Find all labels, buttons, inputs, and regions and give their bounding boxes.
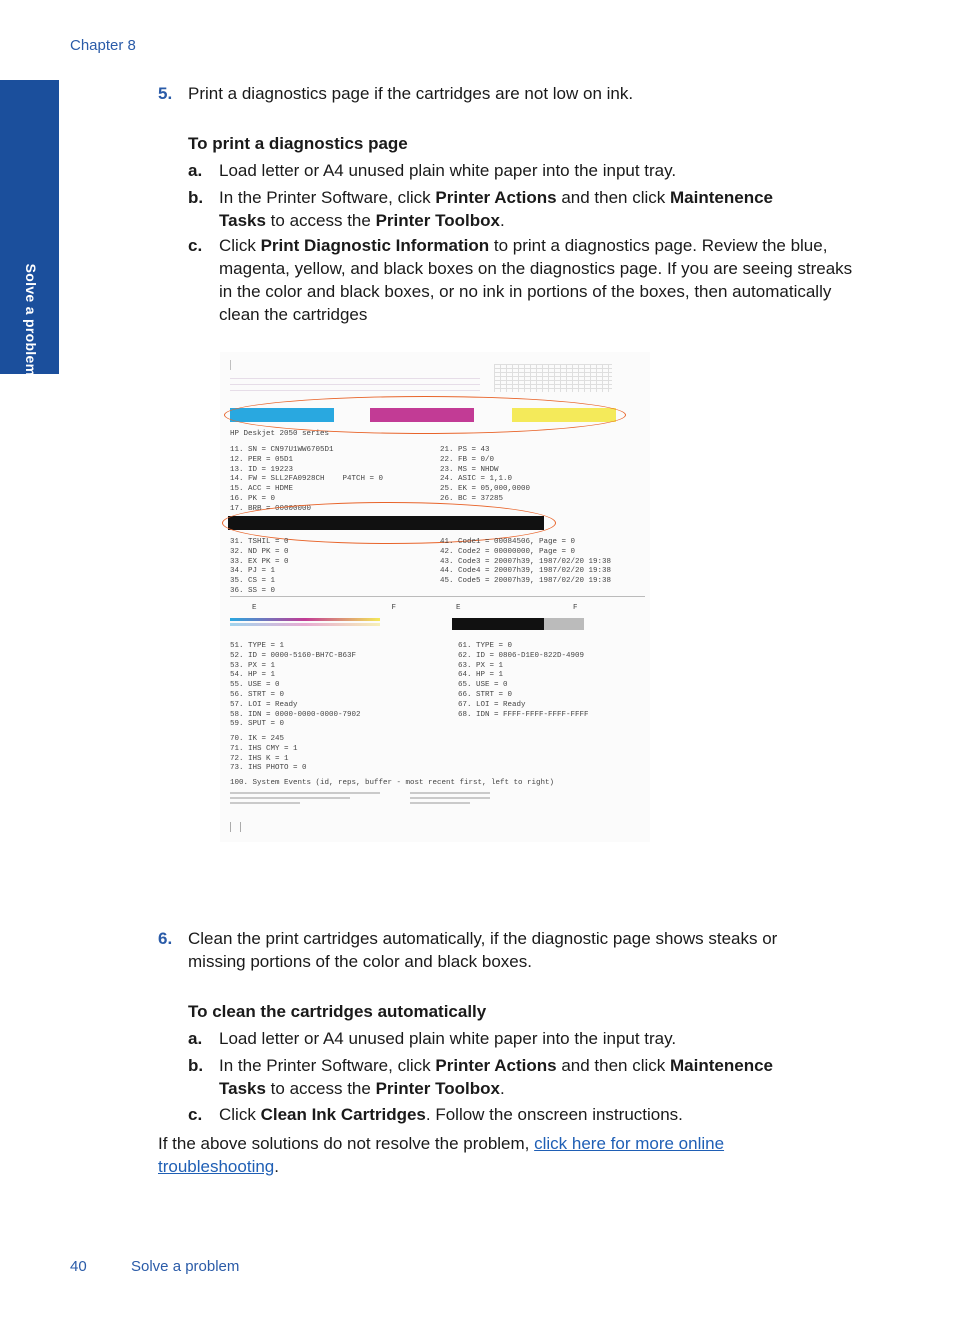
diag-ef-left: E F [252,604,397,612]
item-letter: b. [188,1056,204,1075]
diag-ef-right: E F [456,604,578,612]
diagnostics-page-image [220,352,650,842]
diag-title: HP Deskjet 2050 series [230,430,330,438]
item-text: Click Clean Ink Cartridges. Follow the onscreen instructions. [219,1105,683,1124]
black-cartridge-bar [452,618,544,630]
item-letter: a. [188,161,203,180]
chapter-label: Chapter 8 [70,37,136,54]
subheading-print-diagnostics: To print a diagnostics page [188,134,408,153]
page-number: 40 [70,1258,87,1275]
step-number: 5. [158,84,173,103]
diag-col-2: 21. PS = 43 22. FB = 0/0 23. MS = NHDW 24. ASIC = 1,1.0 25. EK = 05,000,0000 26. BC = 37285 [440,446,531,503]
step5-item-b [188,186,868,232]
diag-col-3: 31. TSHIL = 0 32. ND PK = 0 33. EX PK = 0 34. PJ = 1 35. CS = 1 36. SS = 0 [230,538,289,595]
step-text: Clean the print cartridges automatically, if the diagnostic page shows steaks or missing portions of the color and black boxes. [188,929,778,971]
item-text: In the Printer Software, click Printer Actions and then click Maintenence Tasks to access the Printer Toolbox. [219,188,773,230]
step-5 [158,82,848,105]
step5-item-c [188,234,868,326]
item-letter: a. [188,1029,203,1048]
diag-events: 100. System Events (id, reps, buffer - most recent first, left to right) [230,779,555,787]
item-text: Click Print Diagnostic Information to print a diagnostics page. Review the blue, magenta, yellow, and black boxes on the diagnostics page. If you are seeing streaks in the color and black boxes, or no ink in portions of the boxes, then automatically clean the cartridges [219,236,853,324]
item-letter: c. [188,1105,203,1124]
step6-item-b [188,1054,868,1100]
step6-item-a [188,1027,868,1050]
item-text: Load letter or A4 unused plain white paper into the input tray. [219,1029,677,1048]
step-6 [158,927,848,973]
step5-item-a [188,159,868,182]
subheading-clean-cartridges: To clean the cartridges automatically [188,1002,487,1021]
online-troubleshooting-link[interactable]: click here for more online troubleshooting [158,1134,725,1176]
item-text: In the Printer Software, click Printer Actions and then click Maintenence Tasks to access the Printer Toolbox. [219,1056,773,1098]
step6-item-c [188,1103,868,1126]
color-boxes-highlight [224,396,626,434]
diag-col-7: 70. IK = 245 71. IHS CMY = 1 72. IHS K = 1 73. IHS PHOTO = 0 [230,735,307,773]
color-cartridge-bar [230,618,380,621]
footer-note: If the above solutions do not resolve the problem, click here for more online troubleshooting. [158,1134,725,1176]
step-text: Print a diagnostics page if the cartridges are not low on ink. [188,84,634,103]
step-number: 6. [158,929,173,948]
side-tab-label: Solve a problem [23,263,39,377]
side-tab [0,80,59,377]
item-letter: b. [188,188,204,207]
item-text: Load letter or A4 unused plain white paper into the input tray. [219,161,677,180]
footer-section: Solve a problem [131,1258,240,1275]
diag-col-4: 41. Code1 = 00084506, Page = 0 42. Code2 = 00000000, Page = 0 43. Code3 = 20007h39, 1987/02/20 19:38 44. Code4 = 20007h39, 1987/02/20 19:38 45. Code5 = 20007h39, 1987/02/20 19:38 [440,538,612,586]
diag-col-5: 51. TYPE = 1 52. ID = 0000-5160-BH7C-B63F 53. PX = 1 54. HP = 1 55. USE = 0 56. STRT = 0 57. LOI = Ready 58. IDN = 0000-0000-0000-7902 59. SPUT = 0 [230,642,361,729]
item-letter: c. [188,236,203,255]
diag-col-1: 11. SN = CN97U1WW6705D1 12. PER = 05D1 13. ID = 19223 14. FW = SLL2FA0928CH P4TCH = 0 15. ACC = HDME 16. PK = 0 17. BRB = 00000000 [230,446,384,513]
alignment-grid [494,364,612,392]
diag-col-6: 61. TYPE = 0 62. ID = 0806-D1E0-822D-4909 63. PX = 1 64. HP = 1 65. USE = 0 66. STRT = 0 67. LOI = Ready 68. IDN = FFFF-FFFF-FFFF-FFFF [458,642,589,719]
